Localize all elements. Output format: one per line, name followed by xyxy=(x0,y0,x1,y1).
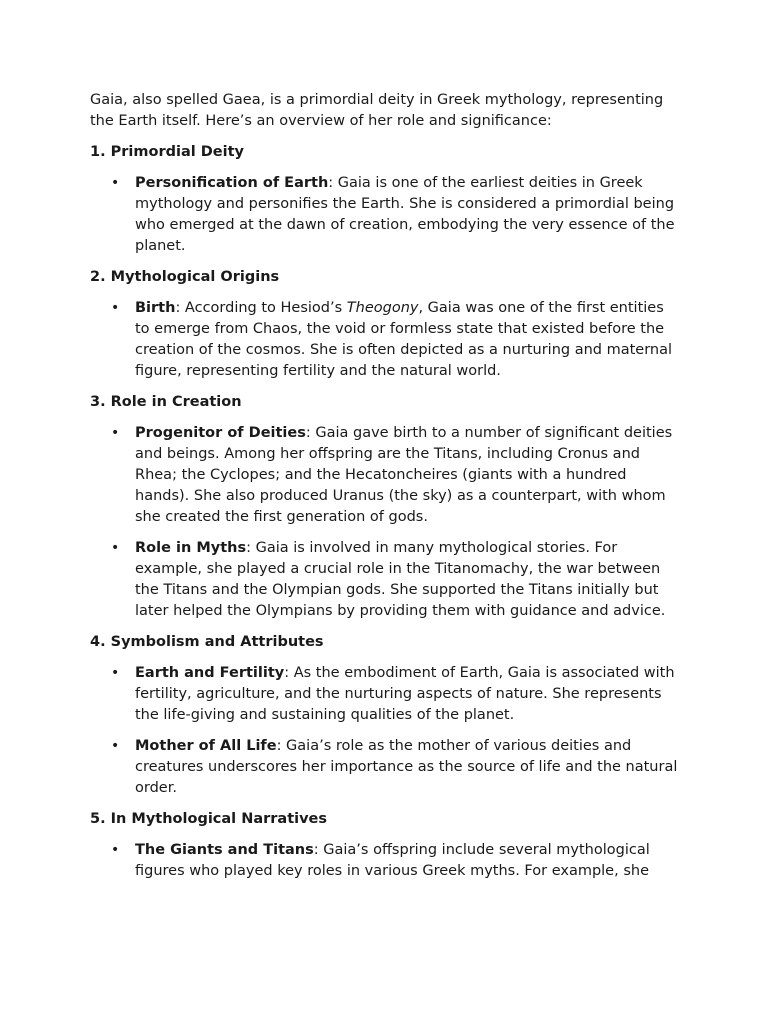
list-item xyxy=(90,663,680,726)
section-list-symbolism-and-attributes xyxy=(90,663,680,799)
list-item xyxy=(90,736,680,799)
item-text: : According to Hesiod’s xyxy=(175,300,347,316)
term-label: Role in Myths xyxy=(135,540,247,556)
intro-paragraph: Gaia, also spelled Gaea, is a primordial deity in Greek mythology, representing the Earth itself. Here’s an overview of her role and significance: xyxy=(90,92,664,129)
item-text: : Gaia’s offspring include several mythological figures who played key roles in various Greek myths. For example, she xyxy=(135,842,650,879)
document-page xyxy=(90,90,680,892)
term-label: Birth xyxy=(135,300,176,316)
item-text: : Gaia is one of the earliest deities in Greek mythology and personifies the Earth. She is considered a primordial being who emerged at the dawn of creation, embodying the very essence of the planet. xyxy=(135,175,675,254)
bullet-icon: • xyxy=(111,425,120,441)
section-heading-mythological-origins: 2. Mythological Origins xyxy=(90,269,280,285)
bullet-icon: • xyxy=(111,738,120,754)
list-item xyxy=(90,538,680,622)
term-label: The Giants and Titans xyxy=(135,842,314,858)
section-list-mythological-origins xyxy=(90,298,680,382)
bullet-icon: • xyxy=(111,540,120,556)
section-heading-symbolism-and-attributes: 4. Symbolism and Attributes xyxy=(90,634,324,650)
section-heading-in-mythological-narratives: 5. In Mythological Narratives xyxy=(90,811,328,827)
term-label: Progenitor of Deities xyxy=(135,425,306,441)
item-text: : Gaia is involved in many mythological stories. For example, she played a crucial role in the Titanomachy, the war between the Titans and the Olympian gods. She supported the Titans initially but later helped the Olympians by providing them with guidance and advice. xyxy=(135,540,666,619)
item-text: : Gaia gave birth to a number of significant deities and beings. Among her offspring are the Titans, including Cronus and Rhea; the Cyclopes; and the Hecatoncheires (giants with a hundred hands). She also produced Uranus (the sky) as a counterpart, with whom she created the first generation of gods. xyxy=(135,425,673,525)
section-list-primordial-deity xyxy=(90,173,680,257)
list-item xyxy=(90,423,680,528)
item-text: , Gaia was one of the first entities to emerge from Chaos, the void or formless state that existed before the creation of the cosmos. She is often depicted as a nurturing and maternal figure, representing fertility and the natural world. xyxy=(135,300,673,379)
term-label: Mother of All Life xyxy=(135,738,277,754)
section-heading-role-in-creation: 3. Role in Creation xyxy=(90,394,242,410)
bullet-icon: • xyxy=(111,842,120,858)
item-text: : As the embodiment of Earth, Gaia is associated with fertility, agriculture, and the nurturing aspects of nature. She represents the life-giving and sustaining qualities of the planet. xyxy=(135,665,675,723)
bullet-icon: • xyxy=(111,175,120,191)
item-text: : Gaia’s role as the mother of various deities and creatures underscores her importance as the source of life and the natural order. xyxy=(135,738,678,796)
section-heading-primordial-deity: 1. Primordial Deity xyxy=(90,144,244,160)
section-list-in-mythological-narratives xyxy=(90,840,680,882)
section-list-role-in-creation xyxy=(90,423,680,622)
term-label: Personification of Earth xyxy=(135,175,329,191)
book-title: Theogony xyxy=(346,300,419,316)
list-item xyxy=(90,173,680,257)
term-label: Earth and Fertility xyxy=(135,665,285,681)
list-item xyxy=(90,840,680,882)
bullet-icon: • xyxy=(111,300,120,316)
bullet-icon: • xyxy=(111,665,120,681)
list-item xyxy=(90,298,680,382)
